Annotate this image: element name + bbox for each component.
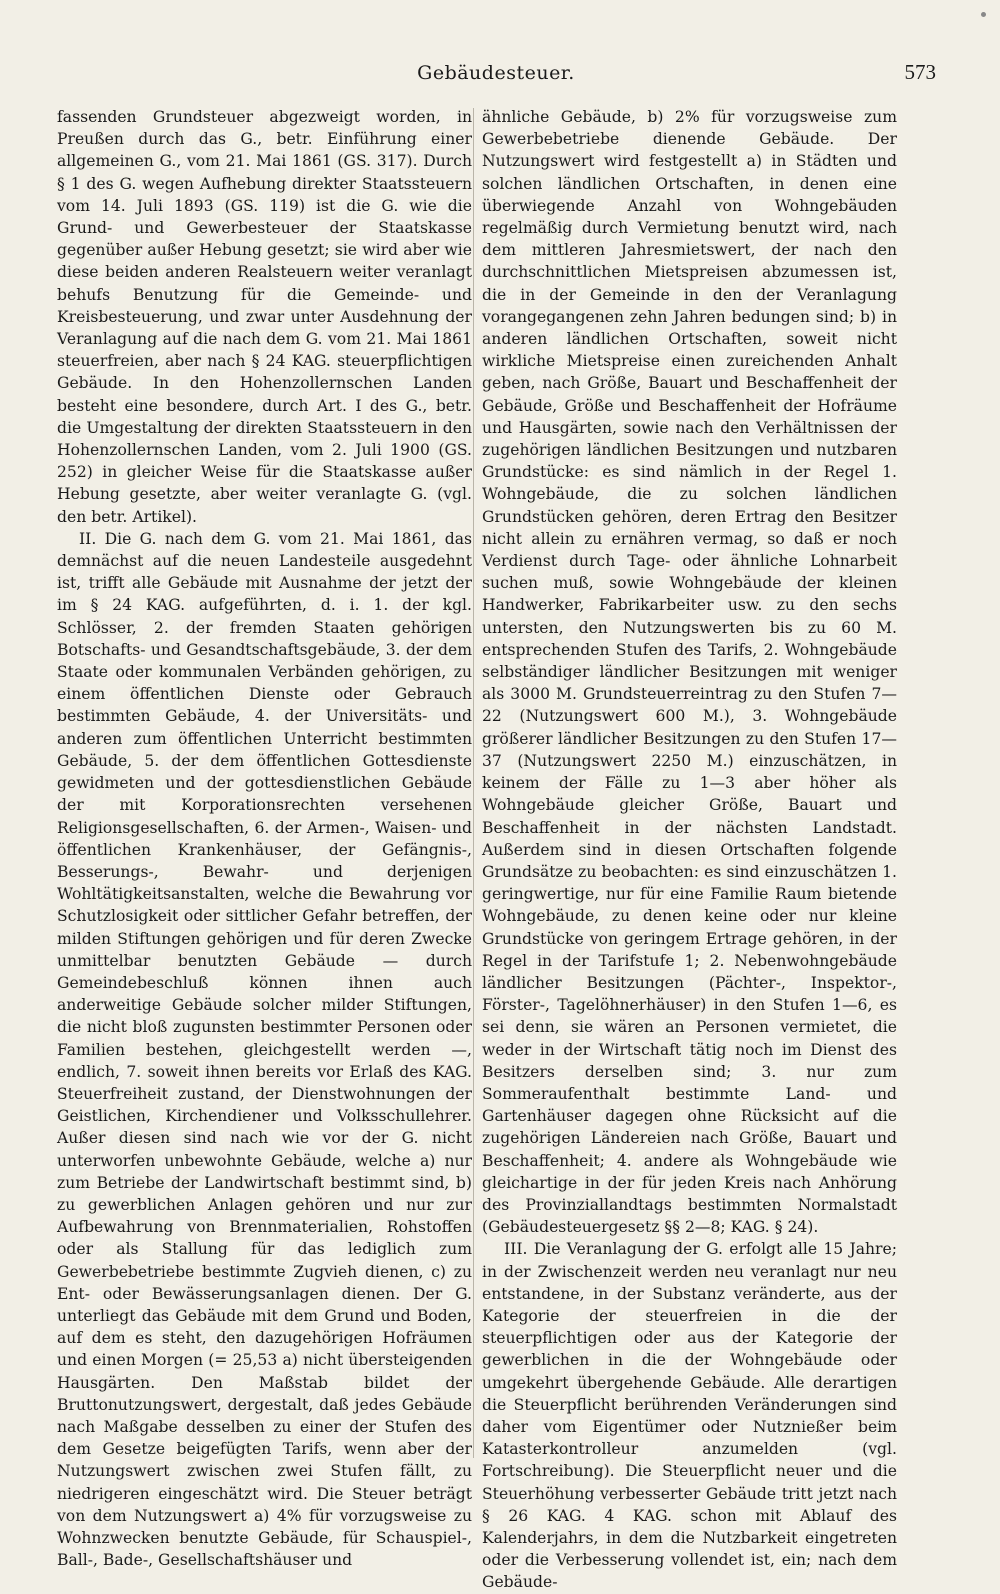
paragraph: fassenden Grundsteuer abgezweigt worden, in Preußen durch das G., betr. Einführung einer allgemeinen G., vom 21. Mai 1861 (GS. 317). Durch § 1 des G. wegen Aufhebung direkter Staatssteuern vom 14. Juli 1893 (GS. 119) ist die G. wie die Grund- und Gewerbesteuer der Staatskasse gegenüber außer Hebung gesetzt; sie wird aber wie diese beiden anderen Realsteuern weiter veranlagt behufs Benutzung für die Gemeinde- und Kreisbesteuerung, und zwar unter Ausdehnung der Veranlagung auf die nach dem G. vom 21. Mai 1861 steuerfreien, aber nach § 24 KAG. steuerpflichtigen Gebäude. In den Hohenzollernschen Landen besteht eine besondere, durch Art. I des G., betr. die Umgestaltung der direkten Staatssteuern in den Hohenzollernschen Landen, vom 2. Juli 1900 (GS. 252) in gleicher Weise für die Staatskasse außer Hebung gesetzte, aber weiter veranlagte G. (vgl. den betr. Artikel).: [57, 108, 472, 526]
running-title: Gebäudesteuer.: [417, 62, 575, 84]
left-column: [57, 106, 472, 1570]
paragraph: ähnliche Gebäude, b) 2% für vorzugsweise zum Gewerbebetriebe dienende Gebäude. Der Nutzungswert wird festgestellt a) in Städten und solchen ländlichen Ortschaften, in denen eine überwiegende Anzahl von Wohngebäuden regelmäßig durch Vermietung benutzt wird, nach dem mittleren Jahresmietswert, der nach den durchschnittlichen Mietspreisen abzumessen ist, die in der Gemeinde in den der Veranlagung vorangegangenen zehn Jahren bedungen sind; b) in anderen ländlichen Ortschaften, soweit nicht wirkliche Mietspreise einen zureichenden Anhalt geben, nach Größe, Bauart und Beschaffenheit der Gebäude, Größe und Beschaffenheit der Hofräume und Hausgärten, sowie nach den Verhältnissen der zugehörigen ländlichen Besitzungen und nutzbaren Grundstücke: es sind nämlich in der Regel 1. Wohngebäude, die zu solchen ländlichen Grundstücken gehören, deren Ertrag den Besitzer nicht allein zu ernähren vermag, so daß er noch Verdienst durch Tage- oder ähnliche Lohnarbeit suchen muß, sowie Wohngebäude der kleinen Handwerker, Fabrikarbeiter usw. zu den sechs untersten, den Nutzungswerten bis zu 60 M. entsprechenden Stufen des Tarifs, 2. Wohngebäude selbständiger ländlicher Besitzungen mit weniger als 3000 M. Grundsteuerreintrag zu den Stufen 7—22 (Nutzungswert 600 M.), 3. Wohngebäude größerer ländlicher Besitzungen zu den Stufen 17—37 (Nutzungswert 2250 M.) einzuschätzen, in keinem der Fälle zu 1—3 aber höher als Wohngebäude gleicher Größe, Bauart und Beschaffenheit in der nächsten Landstadt. Außerdem sind in diesen Ortschaften folgende Grundsätze zu beobachten: es sind einzuschätzen 1. geringwertige, nur für eine Familie Raum bietende Wohngebäude, zu denen keine oder nur kleine Grundstücke von geringem Ertrage gehören, in der Regel in der Tarifstufe 1; 2. Nebenwohngebäude ländlicher Besitzungen (Pächter-, Inspektor-, Förster-, Tagelöhnerhäuser) in den Stufen 1—6, es sei denn, sie wären an Personen vermietet, die weder in der Wirtschaft tätig noch im Dienst des Besitzers derselben sind; 3. nur zum Sommeraufenthalt bestimmte Land- und Gartenhäuser dagegen ohne Rücksicht auf die zugehörigen Ländereien nach Größe, Bauart und Beschaffenheit; 4. andere als Wohngebäude wie gleichartige in der für jeden Kreis nach Anhörung des Provinziallandtags bestimmten Normalstadt (Gebäudesteuergesetz §§ 2—8; KAG. § 24).: [482, 108, 897, 1237]
column-divider: [473, 108, 474, 1458]
ink-speck: [981, 12, 986, 17]
paragraph: III. Die Veranlagung der G. erfolgt alle 15 Jahre; in der Zwischenzeit werden neu veranlagt nur neu entstandene, in der Substanz veränderte, aus der Kategorie der steuerfreien in die der steuerpflichtigen oder aus der Kategorie der gewerblichen in die der Wohngebäude oder umgekehrt übergehende Gebäude. Alle derartigen die Steuerpflicht berührenden Veränderungen sind daher vom Eigentümer oder Nutznießer beim Katasterkontrolleur anzumelden (vgl. Fortschreibung). Die Steuerpflicht neuer und die Steuerhöhung verbesserter Gebäude tritt jetzt nach § 26 KAG. 4 KAG. schon mit Ablauf des Kalenderjahrs, in dem die Nutzbarkeit eingetreten oder die Verbesserung vollendet ist, ein; nach dem Gebäude-: [482, 1240, 897, 1592]
page-number: 573: [904, 60, 936, 84]
paragraph: II. Die G. nach dem G. vom 21. Mai 1861, das demnächst auf die neuen Landesteile ausgedehnt ist, trifft alle Gebäude mit Ausnahme der jetzt der im § 24 KAG. aufgeführten, d. i. 1. der kgl. Schlösser, 2. der fremden Staaten gehörigen Botschafts- und Gesandtschaftsgebäude, 3. der dem Staate oder kommunalen Verbänden gehörigen, zu einem öffentlichen Dienste oder Gebrauch bestimmten Gebäude, 4. der Universitäts- und anderen zum öffentlichen Unterricht bestimmten Gebäude, 5. der dem öffentlichen Gottesdienste gewidmeten und der gottesdienstlichen Gebäude der mit Korporationsrechten versehenen Religionsgesellschaften, 6. der Armen-, Waisen- und öffentlichen Krankenhäuser, der Gefängnis-, Besserungs-, Bewahr- und derjenigen Wohltätigkeitsanstalten, welche die Bewahrung vor Schutzlosigkeit oder sittlicher Gefahr betreffen, der milden Stiftungen gehörigen und für deren Zwecke unmittelbar benutzten Gebäude — durch Gemeindebeschluß können ihnen auch anderweitige Gebäude solcher milder Stiftungen, die nicht bloß zugunsten bestimmter Personen oder Familien bestehen, gleichgestellt werden —, endlich, 7. soweit ihnen bereits vor Erlaß des KAG. Steuerfreiheit zustand, der Dienstwohnungen der Geistlichen, Kirchendiener und Volksschullehrer. Außer diesen sind nach wie vor der G. nicht unterworfen unbewohnte Gebäude, welche a) nur zum Betriebe der Landwirtschaft bestimmt sind, b) zu gewerblichen Anlagen gehören und nur zur Aufbewahrung von Brennmaterialien, Rohstoffen oder als Stallung für das lediglich zum Gewerbebetriebe bestimmte Zugvieh dienen, c) zu Ent- oder Bewässerungsanlagen dienen. Der G. unterliegt das Gebäude mit dem Grund und Boden, auf dem es steht, den dazugehörigen Hofräumen und einen Morgen (= 25,53 a) nicht übersteigenden Hausgärten. Den Maßstab bildet der Bruttonutzungswert, dergestalt, daß jedes Gebäude nach Maßgabe desselben zu einer der Stufen des dem Gesetze beigefügten Tarifs, wenn aber der Nutzungswert zwischen zwei Stufen fällt, zu niedrigeren eingeschätzt wird. Die Steuer beträgt von dem Nutzungswert a) 4% für vorzugsweise zu Wohnzwecken benutzte Gebäude, für Schauspiel-, Ball-, Bade-, Gesellschaftshäuser und: [57, 529, 472, 1570]
right-column: [482, 106, 897, 1592]
page-header: [56, 58, 936, 88]
